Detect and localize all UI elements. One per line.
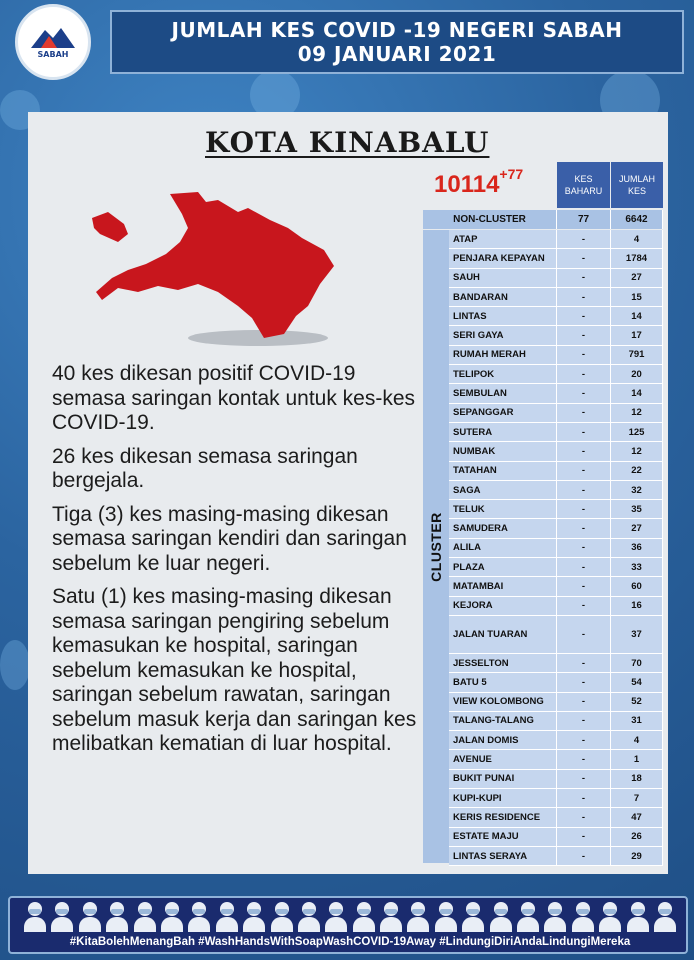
cluster-name: TELIPOK [449, 365, 557, 383]
table-row [449, 481, 663, 500]
virus-decoration-icon [0, 640, 30, 690]
total-cases [434, 166, 524, 199]
table-row [449, 404, 663, 423]
frontliner-icon [353, 900, 375, 932]
cluster-table [449, 230, 663, 866]
table-row [449, 519, 663, 538]
cluster-baharu: - [557, 462, 611, 480]
table-row [449, 269, 663, 288]
table-row [449, 577, 663, 596]
header-jumlah-kes: JUMLAH KES [611, 162, 663, 208]
mountain-logo-icon [31, 26, 75, 48]
frontliner-icon [407, 900, 429, 932]
cluster-baharu: - [557, 847, 611, 865]
sabah-health-logo [15, 4, 91, 80]
cluster-jumlah: 1 [611, 750, 663, 768]
hashtags: #KitaBolehMenangBah #WashHandsWithSoapWashCOVID-19Away #LindungiDiriAndaLindungiMereka [69, 936, 631, 948]
table-row [449, 423, 663, 442]
non-cluster-label: NON-CLUSTER [423, 210, 557, 229]
cluster-baharu: - [557, 616, 611, 653]
cluster-name: JESSELTON [449, 654, 557, 672]
frontliner-icon [490, 900, 512, 932]
cluster-baharu: - [557, 288, 611, 306]
total-new: +77 [499, 166, 524, 182]
cluster-name: JALAN DOMIS [449, 731, 557, 749]
cluster-label-text: CLUSTER [428, 511, 444, 582]
cluster-name: JALAN TUARAN [449, 616, 557, 653]
cluster-name: SAMUDERA [449, 519, 557, 537]
cluster-name: ESTATE MAJU [449, 828, 557, 846]
frontliner-icon [517, 900, 539, 932]
cluster-jumlah: 14 [611, 384, 663, 402]
table-row [449, 673, 663, 692]
table-row [449, 847, 663, 866]
cluster-jumlah: 1784 [611, 249, 663, 267]
cluster-baharu: - [557, 712, 611, 730]
cluster-baharu: - [557, 577, 611, 595]
frontliner-icon [462, 900, 484, 932]
cluster-baharu: - [557, 326, 611, 344]
cluster-jumlah: 29 [611, 847, 663, 865]
cluster-name: BATU 5 [449, 673, 557, 691]
frontliner-icon [599, 900, 621, 932]
cluster-name: ALILA [449, 539, 557, 557]
table-row [449, 249, 663, 268]
frontliner-icon [106, 900, 128, 932]
cluster-name: SERI GAYA [449, 326, 557, 344]
table-row [449, 307, 663, 326]
cluster-baharu: - [557, 423, 611, 441]
frontliner-icon [188, 900, 210, 932]
cluster-name: VIEW KOLOMBONG [449, 693, 557, 711]
header-kes-baharu: KES BAHARU [557, 162, 610, 208]
frontliner-icon [134, 900, 156, 932]
cluster-name: KUPI-KUPI [449, 789, 557, 807]
cluster-baharu: - [557, 693, 611, 711]
table-row [449, 365, 663, 384]
table-row [449, 654, 663, 673]
cluster-jumlah: 36 [611, 539, 663, 557]
non-cluster-jumlah: 6642 [611, 210, 663, 229]
table-row [449, 346, 663, 365]
cluster-baharu: - [557, 500, 611, 518]
paragraph-kendiri: Tiga (3) kes masing-masing dikesan semasa saringan kendiri dan saringan sebelum ke luar negeri. [52, 502, 407, 575]
cluster-jumlah: 18 [611, 770, 663, 788]
cluster-baharu: - [557, 770, 611, 788]
cluster-jumlah: 17 [611, 326, 663, 344]
cluster-baharu: - [557, 230, 611, 248]
cluster-baharu: - [557, 673, 611, 691]
cluster-baharu: - [557, 654, 611, 672]
frontliner-icon [544, 900, 566, 932]
cluster-baharu: - [557, 750, 611, 768]
cluster-jumlah: 31 [611, 712, 663, 730]
header-title: JUMLAH KES COVID -19 NEGERI SABAH [171, 18, 623, 42]
header-date: 09 JANUARI 2021 [297, 42, 497, 66]
cluster-jumlah: 7 [611, 789, 663, 807]
non-cluster-baharu: 77 [557, 210, 611, 229]
cluster-jumlah: 12 [611, 404, 663, 422]
cluster-jumlah: 35 [611, 500, 663, 518]
frontliner-icon [627, 900, 649, 932]
cluster-baharu: - [557, 828, 611, 846]
paragraph-kontak: 40 kes dikesan positif COVID-19 semasa saringan kontak untuk kes-kes COVID-19. [52, 362, 416, 434]
cluster-jumlah: 32 [611, 481, 663, 499]
frontliner-icon [435, 900, 457, 932]
frontliner-icon [79, 900, 101, 932]
paragraph-lain-lain: Satu (1) kes masing-masing dikesan semasa saringan pengiring sebelum kemasukan ke hospital, saringan sebelum kemasukan ke hospital, saringan sebelum rawatan, saringan sebelum masuk kerja dan saringan kes melibatkan kematian di luar hospital. [52, 585, 417, 755]
table-row [449, 616, 663, 654]
footer-banner [8, 896, 688, 954]
cluster-name: PLAZA [449, 558, 557, 576]
cluster-jumlah: 4 [611, 230, 663, 248]
cluster-jumlah: 70 [611, 654, 663, 672]
frontliner-icon [298, 900, 320, 932]
cluster-jumlah: 22 [611, 462, 663, 480]
table-row [449, 230, 663, 249]
frontliner-icon [161, 900, 183, 932]
cluster-name: LINTAS [449, 307, 557, 325]
cluster-jumlah: 33 [611, 558, 663, 576]
table-row [449, 808, 663, 827]
cluster-jumlah: 60 [611, 577, 663, 595]
cluster-name: RUMAH MERAH [449, 346, 557, 364]
frontliner-icon [271, 900, 293, 932]
cluster-jumlah: 54 [611, 673, 663, 691]
cluster-name: MATAMBAI [449, 577, 557, 595]
frontliner-icon [51, 900, 73, 932]
frontliner-icon [654, 900, 676, 932]
cluster-name: TELUK [449, 500, 557, 518]
cluster-baharu: - [557, 269, 611, 287]
cluster-baharu: - [557, 307, 611, 325]
kota-kinabalu-map [88, 188, 338, 348]
cluster-baharu: - [557, 481, 611, 499]
paragraph-bergejala: 26 kes dikesan semasa saringan bergejala. [52, 444, 358, 492]
cluster-jumlah: 16 [611, 597, 663, 615]
table-row [449, 789, 663, 808]
cluster-baharu: - [557, 384, 611, 402]
frontliner-icon [216, 900, 238, 932]
cluster-baharu: - [557, 346, 611, 364]
cluster-name: NUMBAK [449, 442, 557, 460]
cluster-name: SEMBULAN [449, 384, 557, 402]
table-row [449, 384, 663, 403]
cluster-jumlah: 27 [611, 269, 663, 287]
frontliner-icon [572, 900, 594, 932]
cluster-jumlah: 52 [611, 693, 663, 711]
logo-text: SABAH [37, 49, 69, 59]
table-row [449, 558, 663, 577]
frontliner-icon [380, 900, 402, 932]
total-value: 10114 [434, 171, 500, 198]
cluster-jumlah: 37 [611, 616, 663, 653]
cluster-jumlah: 27 [611, 519, 663, 537]
table-row [449, 828, 663, 847]
cluster-name: BUKIT PUNAI [449, 770, 557, 788]
cluster-name: AVENUE [449, 750, 557, 768]
cluster-baharu: - [557, 519, 611, 537]
table-row [449, 693, 663, 712]
table-row [449, 326, 663, 345]
cluster-baharu: - [557, 404, 611, 422]
cluster-name: TALANG-TALANG [449, 712, 557, 730]
cluster-baharu: - [557, 597, 611, 615]
table-row [449, 750, 663, 769]
cluster-baharu: - [557, 558, 611, 576]
cluster-baharu: - [557, 789, 611, 807]
frontliner-icon [24, 900, 46, 932]
table-row [449, 712, 663, 731]
cluster-label [423, 230, 449, 863]
cluster-jumlah: 14 [611, 307, 663, 325]
table-row [449, 462, 663, 481]
frontliner-icon [325, 900, 347, 932]
table-row [449, 597, 663, 616]
cluster-jumlah: 47 [611, 808, 663, 826]
table-row [449, 500, 663, 519]
cluster-name: KEJORA [449, 597, 557, 615]
cluster-baharu: - [557, 539, 611, 557]
case-description [52, 362, 422, 766]
district-title: KOTA KINABALU [205, 126, 490, 159]
cluster-baharu: - [557, 808, 611, 826]
non-cluster-row [423, 210, 663, 229]
cluster-name: SUTERA [449, 423, 557, 441]
cluster-baharu: - [557, 249, 611, 267]
cluster-jumlah: 26 [611, 828, 663, 846]
cluster-jumlah: 15 [611, 288, 663, 306]
cluster-baharu: - [557, 365, 611, 383]
cluster-name: BANDARAN [449, 288, 557, 306]
table-row [449, 539, 663, 558]
table-row [449, 288, 663, 307]
cluster-name: ATAP [449, 230, 557, 248]
cluster-jumlah: 4 [611, 731, 663, 749]
table-row [449, 731, 663, 750]
cluster-name: SEPANGGAR [449, 404, 557, 422]
table-row [449, 442, 663, 461]
cluster-baharu: - [557, 731, 611, 749]
table-row [449, 770, 663, 789]
frontliners-illustration [24, 900, 676, 934]
cluster-name: SAUH [449, 269, 557, 287]
cluster-jumlah: 20 [611, 365, 663, 383]
cluster-jumlah: 125 [611, 423, 663, 441]
cluster-baharu: - [557, 442, 611, 460]
cluster-name: SAGA [449, 481, 557, 499]
cluster-name: TATAHAN [449, 462, 557, 480]
page-header [110, 10, 684, 74]
cluster-jumlah: 12 [611, 442, 663, 460]
cluster-name: KERIS RESIDENCE [449, 808, 557, 826]
cluster-name: PENJARA KEPAYAN [449, 249, 557, 267]
cluster-name: LINTAS SERAYA [449, 847, 557, 865]
frontliner-icon [243, 900, 265, 932]
cluster-jumlah: 791 [611, 346, 663, 364]
